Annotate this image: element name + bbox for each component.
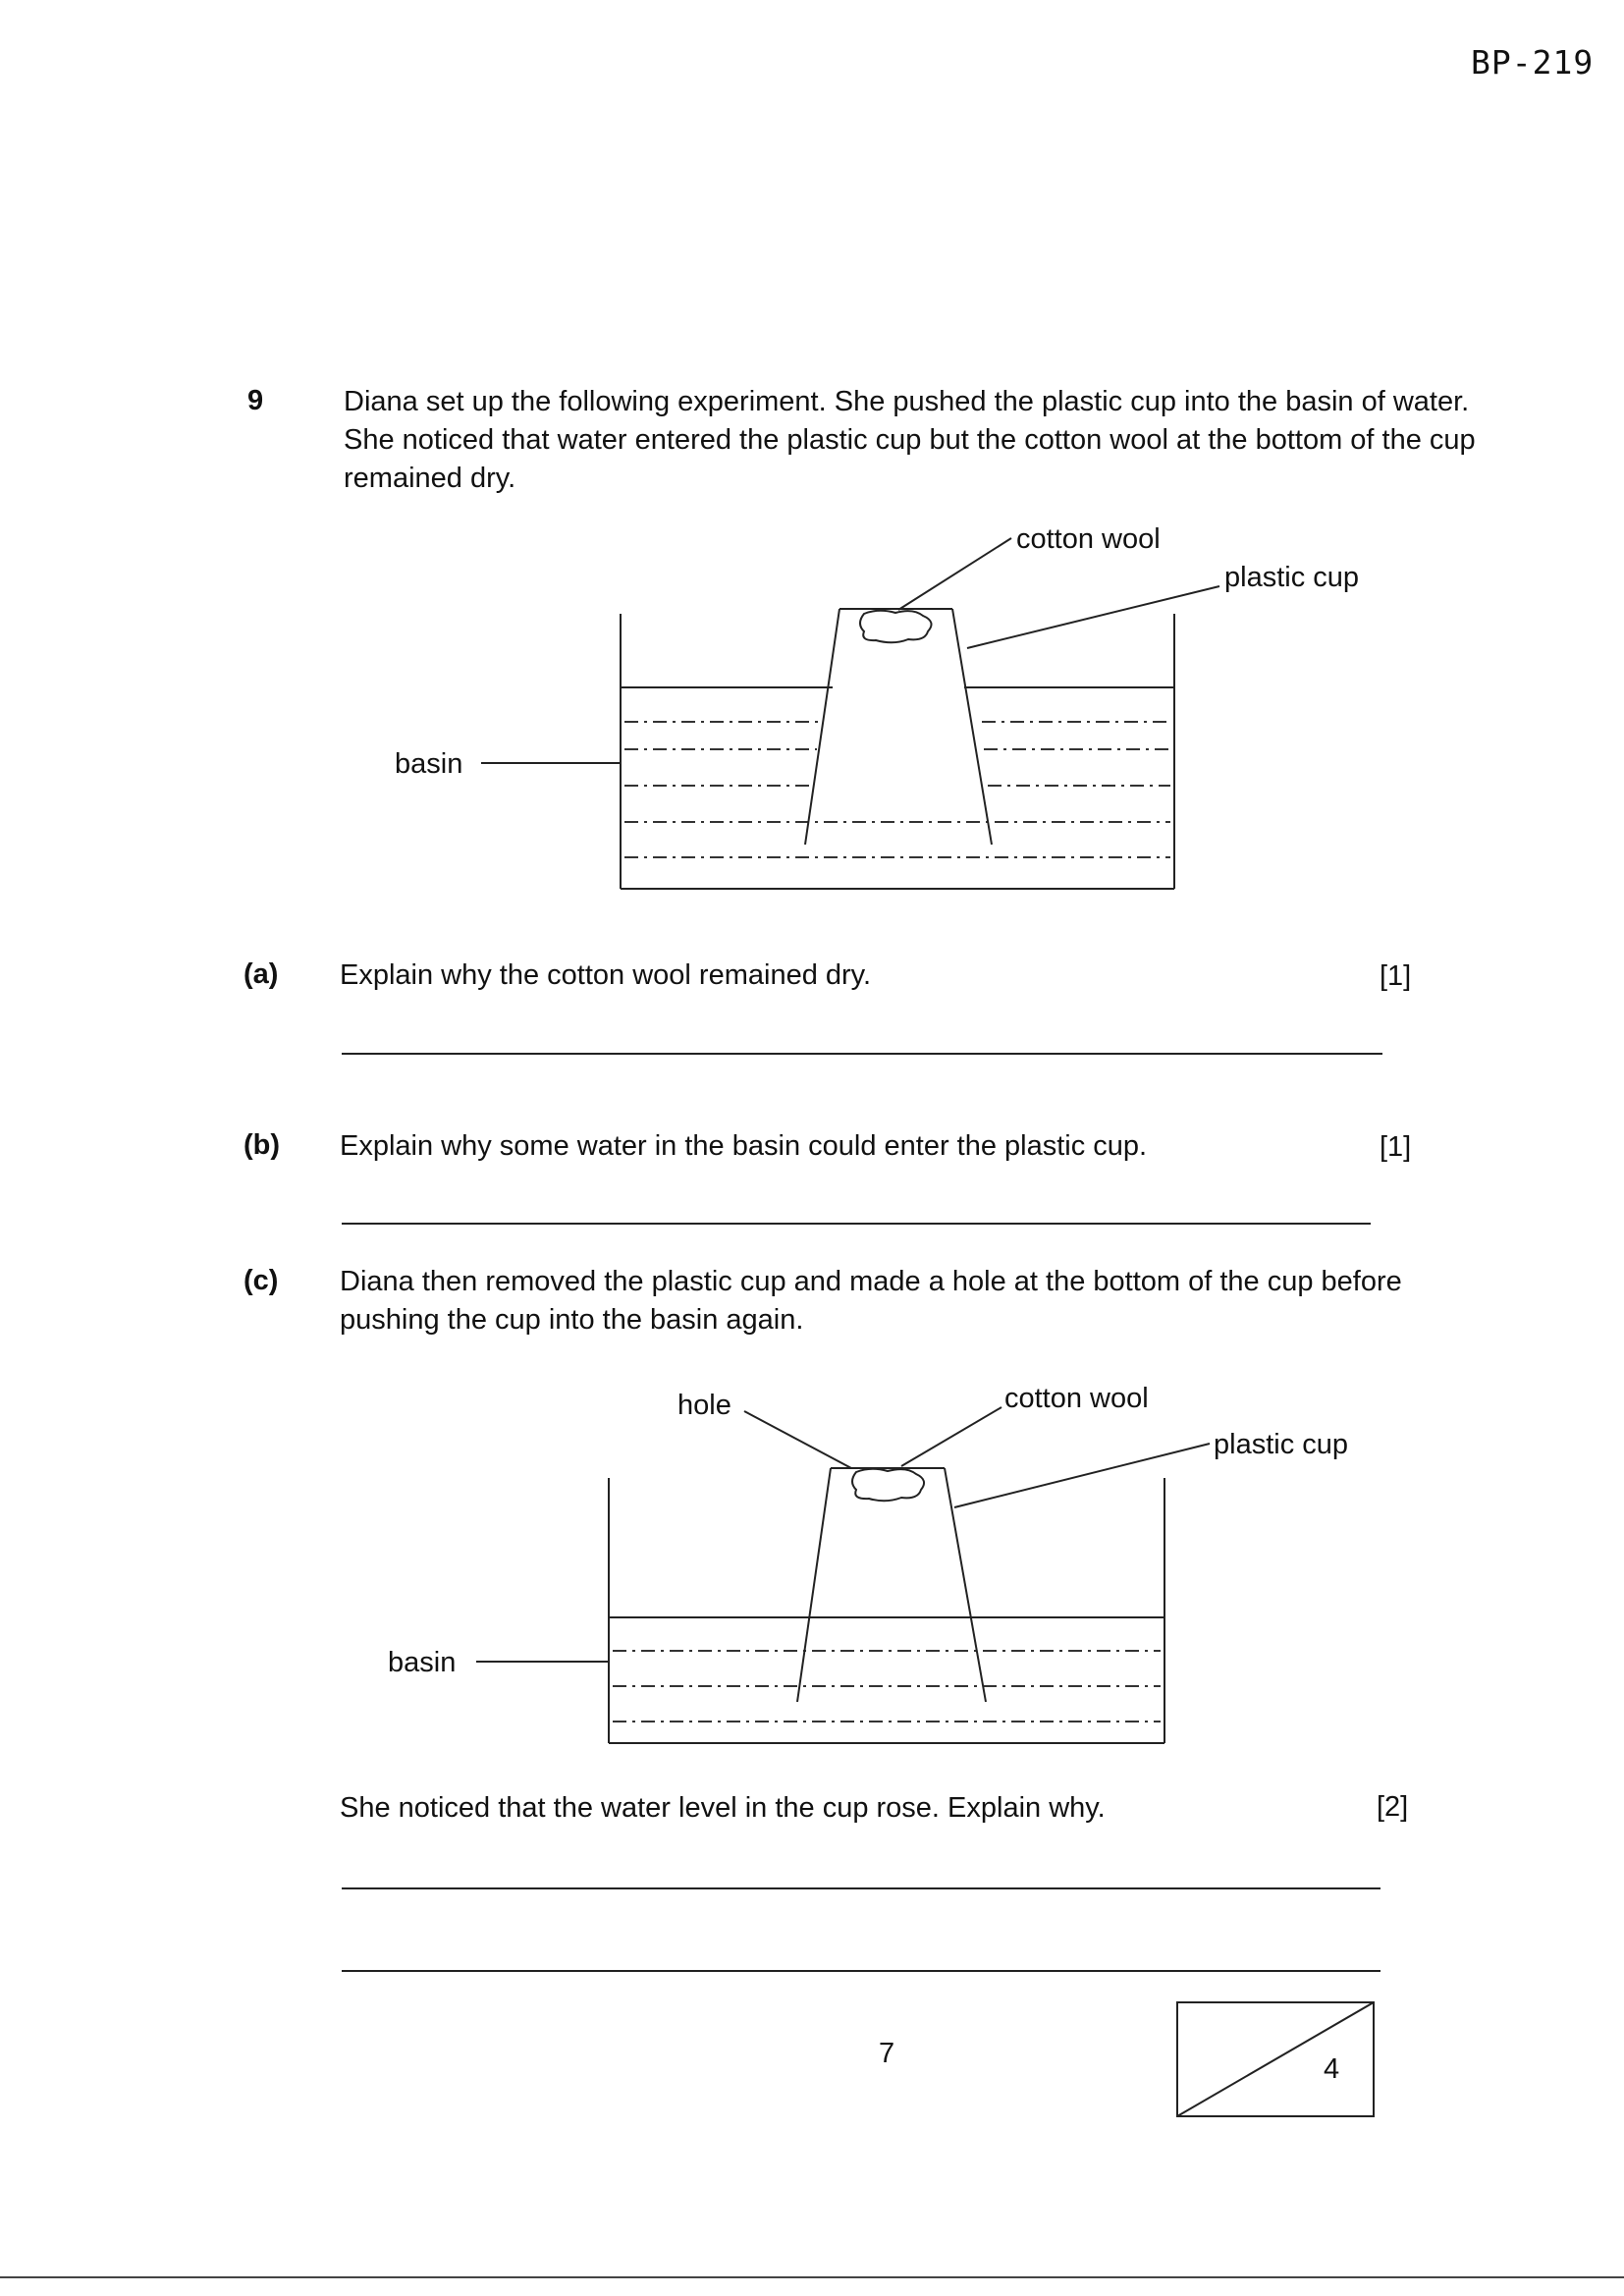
- part-c-marks: [2]: [1377, 1791, 1409, 1823]
- water-dashed-lines: [613, 1651, 1161, 1722]
- page-bottom-edge: [0, 2276, 1624, 2278]
- score-box-total: 4: [1324, 2053, 1340, 2085]
- label-basin: basin: [388, 1647, 457, 1678]
- leader-lines: [481, 538, 1219, 763]
- leader-lines: [476, 1407, 1210, 1662]
- part-b-text: Explain why some water in the basin could enter the plastic cup.: [340, 1130, 1148, 1162]
- question-number: 9: [247, 385, 264, 416]
- cotton-wool-shape: [852, 1469, 924, 1502]
- plastic-cup: [805, 609, 992, 845]
- label-hole: hole: [677, 1390, 731, 1421]
- answer-line-c2[interactable]: [342, 1970, 1380, 1972]
- question-intro: Diana set up the following experiment. She pushed the plastic cup into the basin of water. She noticed that water entered the plastic cup but the cotton wool at the bottom of the cup remained dry.: [344, 386, 1476, 494]
- part-b-marks: [1]: [1380, 1131, 1412, 1163]
- water-dashed-lines: [624, 722, 1170, 857]
- label-plastic-cup: plastic cup: [1214, 1429, 1349, 1460]
- part-c-follow-up: She noticed that the water level in the cup rose. Explain why.: [340, 1792, 1106, 1824]
- part-c-text: Diana then removed the plastic cup and made a hole at the bottom of the cup before pushing the cup into the basin again.: [340, 1266, 1402, 1336]
- part-a-text: Explain why the cotton wool remained dry.: [340, 959, 872, 991]
- label-cotton-wool: cotton wool: [1016, 523, 1161, 555]
- part-b-label: (b): [244, 1129, 281, 1161]
- diagram-experiment-2: [373, 1370, 1404, 1763]
- part-a-marks: [1]: [1380, 960, 1412, 992]
- answer-line-b[interactable]: [342, 1223, 1371, 1225]
- diagram-experiment-1: [373, 516, 1404, 908]
- cotton-wool-shape: [860, 611, 932, 643]
- answer-line-c1[interactable]: [342, 1887, 1380, 1889]
- basin-outline: [609, 1478, 1164, 1743]
- answer-line-a[interactable]: [342, 1053, 1382, 1055]
- part-c-label: (c): [244, 1265, 279, 1296]
- plastic-cup: [797, 1468, 986, 1702]
- label-basin: basin: [395, 748, 463, 780]
- score-box: [1176, 2001, 1375, 2117]
- part-a-label: (a): [244, 958, 279, 990]
- label-plastic-cup: plastic cup: [1224, 562, 1360, 593]
- document-code: BP-219: [1471, 43, 1595, 82]
- label-cotton-wool: cotton wool: [1004, 1383, 1149, 1414]
- page-number: 7: [879, 2038, 895, 2069]
- basin-outline: [621, 614, 1174, 889]
